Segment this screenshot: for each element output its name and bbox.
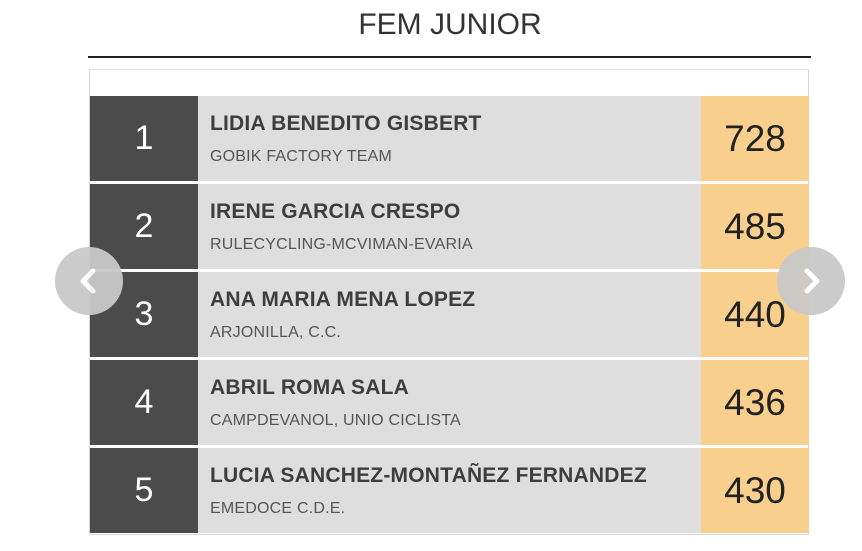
rider-info bbox=[198, 272, 701, 357]
rider-team: EMEDOCE C.D.E. bbox=[210, 499, 346, 517]
rider-name: LIDIA BENEDITO GISBERT bbox=[210, 111, 482, 135]
rider-name: IRENE GARCIA CRESPO bbox=[210, 199, 461, 223]
carousel-prev-button[interactable] bbox=[55, 247, 123, 315]
rider-name: ABRIL ROMA SALA bbox=[210, 375, 409, 399]
rider-name: LUCIA SANCHEZ-MONTAÑEZ FERNANDEZ bbox=[210, 463, 647, 487]
title-divider bbox=[88, 56, 811, 58]
rider-team: ARJONILLA, C.C. bbox=[210, 323, 342, 341]
ranking-position: 1 bbox=[90, 96, 198, 181]
ranking-row bbox=[90, 360, 809, 445]
rider-points: 728 bbox=[701, 96, 809, 181]
carousel-next-button[interactable] bbox=[777, 247, 845, 315]
ranking-row bbox=[90, 184, 809, 269]
rider-info bbox=[198, 96, 701, 181]
rider-team: RULECYCLING-MCVIMAN-EVARIA bbox=[210, 235, 473, 253]
rider-name: ANA MARIA MENA LOPEZ bbox=[210, 287, 476, 311]
rider-points: 485 bbox=[701, 184, 809, 269]
page-title: FEM JUNIOR bbox=[358, 8, 542, 41]
rider-points: 440 bbox=[701, 272, 809, 357]
ranking-position: 3 bbox=[90, 272, 198, 357]
ranking-row bbox=[90, 448, 809, 533]
chevron-right-icon bbox=[796, 266, 826, 296]
rider-points: 436 bbox=[701, 360, 809, 445]
rider-team: GOBIK FACTORY TEAM bbox=[210, 147, 393, 165]
rider-points: 430 bbox=[701, 448, 809, 533]
rider-info bbox=[198, 360, 701, 445]
ranking-position: 5 bbox=[90, 448, 198, 533]
ranking-list bbox=[90, 96, 809, 536]
ranking-position: 2 bbox=[90, 184, 198, 269]
rider-info bbox=[198, 448, 701, 533]
rider-team: CAMPDEVANOL, UNIO CICLISTA bbox=[210, 411, 461, 429]
ranking-row bbox=[90, 96, 809, 181]
chevron-left-icon bbox=[74, 266, 104, 296]
rider-info bbox=[198, 184, 701, 269]
ranking-position: 4 bbox=[90, 360, 198, 445]
ranking-row bbox=[90, 272, 809, 357]
